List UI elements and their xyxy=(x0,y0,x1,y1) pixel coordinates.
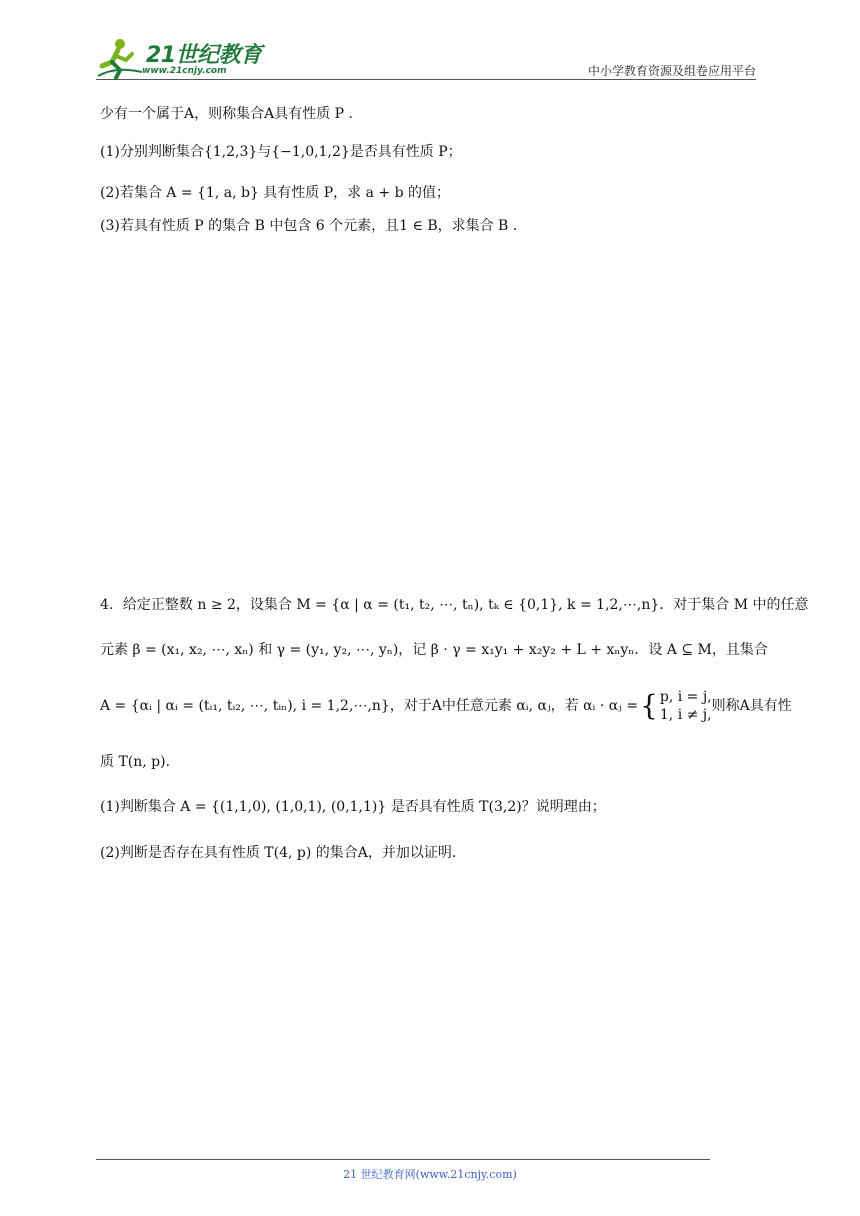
cases-brace: { xyxy=(640,689,658,722)
q4-part1: (1)判断集合 A = {(1,1,0), (1,0,1), (0,1,1)} 是否具有性质 T(3,2)？说明理由； xyxy=(100,799,606,815)
q4-part2: (2)判断是否存在具有性质 T(4, p) 的集合A，并加以证明． xyxy=(100,845,466,861)
footer-divider xyxy=(96,1159,710,1160)
q3-intro-end: 少有一个属于A，则称集合A具有性质 P . xyxy=(100,106,353,122)
case-unequal: 1, i ≠ j, xyxy=(659,707,712,723)
q4-line3 xyxy=(100,686,792,726)
cases-block xyxy=(660,688,712,724)
q4-line3-end: 则称A具有性 xyxy=(711,698,792,714)
case-equal: p, i = j, xyxy=(659,689,712,705)
q4-line4: 质 T(n, p)． xyxy=(100,754,180,770)
runner-logo-icon xyxy=(96,36,148,80)
q4-line2: 元素 β = (x₁, x₂, ⋯, xₙ) 和 γ = (y₁, y₂, ⋯, yₙ)，记 β · γ = x₁y₁ + x₂y₂ + L + xₙyₙ．设 A ⊆ M，且集合 xyxy=(100,642,768,658)
logo-url: www.21cnjy.com xyxy=(142,66,227,76)
footer-text: 21 世纪教育网(www.21cnjy.com) xyxy=(343,1168,517,1181)
q3-part1: (1)分别判断集合{1,2,3}与{−1,0,1,2}是否具有性质 P； xyxy=(100,144,462,160)
q4-line3-start: A = {αᵢ | αᵢ = (tᵢ₁, tᵢ₂, ⋯, tᵢₙ), i = 1,2,⋯,n}，对于A中任意元素 αᵢ, αⱼ，若 αᵢ · αⱼ = xyxy=(100,698,639,714)
q3-part3: (3)若具有性质 P 的集合 B 中包含 6 个元素，且1 ∈ B，求集合 B . xyxy=(100,218,518,234)
header-divider xyxy=(96,79,756,80)
q4-line1: 4．给定正整数 n ≥ 2，设集合 M = {α | α = (t₁, t₂, ⋯, tₙ), tₖ ∈ {0,1}, k = 1,2,⋯,n}．对于集合 M 中的任意 xyxy=(100,597,809,613)
site-label: 中小学教育资源及组卷应用平台 xyxy=(587,64,756,78)
logo-text: 21世纪教育 xyxy=(146,43,262,68)
q3-part2: (2)若集合 A = {1, a, b} 具有性质 P，求 a + b 的值； xyxy=(100,185,451,201)
